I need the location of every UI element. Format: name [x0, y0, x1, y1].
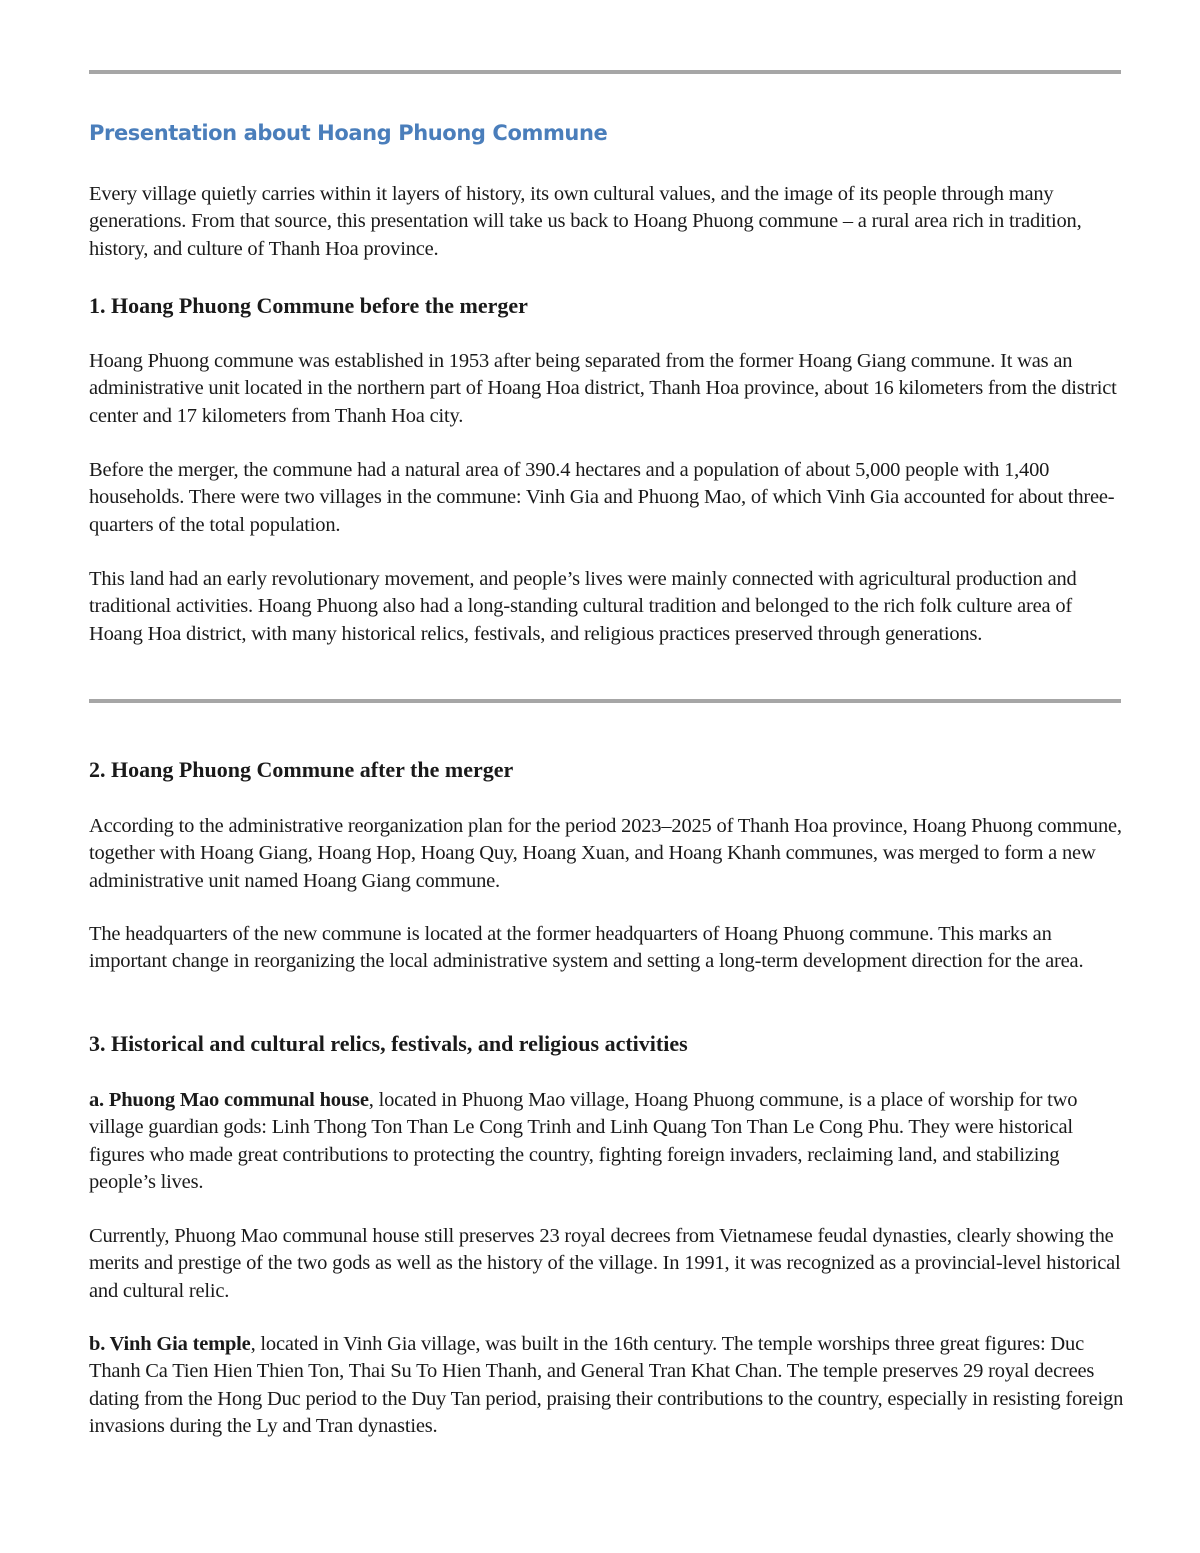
section-1-paragraph-2: Before the merger, the commune had a natural area of 390.4 hectares and a population of about 5,000 people with 1,400 households. There were two villages in the commune: Vinh Gia and Phuong Mao, of which Vinh Gia accounted for about three-quarters of the total population. [89, 459, 1115, 536]
section-1-heading: 1. Hoang Phuong Commune before the merger [89, 293, 528, 318]
intro-paragraph: Every village quietly carries within it layers of history, its own cultural values, and the image of its people through many generations. From that source, this presentation will take us back to Hoang Phuong commune – a rural area rich in tradition, history, and culture of Thanh Hoa province. [89, 183, 1082, 260]
section-divider [89, 699, 1121, 703]
section-3-heading: 3. Historical and cultural relics, festivals, and religious activities [89, 1031, 688, 1056]
relic-a-paragraph [89, 1087, 1129, 1196]
relic-a-paragraph-2: Currently, Phuong Mao communal house still preserves 23 royal decrees from Vietnamese feudal dynasties, clearly showing the merits and prestige of the two gods as well as the history of the village. In 1991, it was recognized as a provincial-level historical and cultural relic. [89, 1225, 1121, 1302]
page-title: Presentation about Hoang Phuong Commune [89, 121, 608, 145]
top-divider [89, 70, 1121, 74]
section-2-paragraph-1: According to the administrative reorganization plan for the period 2023–2025 of Thanh Hoa province, Hoang Phuong commune, together with Hoang Giang, Hoang Hop, Hoang Quy, Hoang Xuan, and Hoang Khanh communes, was merged to form a new administrative unit named Hoang Giang commune. [89, 815, 1122, 892]
relic-a-description: , located in Phuong Mao village, Hoang Phuong commune, is a place of worship for two village guardian gods: Linh Thong Ton Than Le Cong Trinh and Linh Quang Ton Than Le Cong Phu. They were historical figures who made great contributions to protecting the country, fighting foreign invaders, reclaiming land, and stabilizing people’s lives. [89, 1089, 1078, 1193]
relic-b-paragraph [89, 1331, 1129, 1440]
relic-b-name: b. Vinh Gia temple [89, 1333, 251, 1355]
section-2-heading: 2. Hoang Phuong Commune after the merger [89, 757, 514, 782]
section-1-paragraph-1: Hoang Phuong commune was established in 1953 after being separated from the former Hoang Giang commune. It was an administrative unit located in the northern part of Hoang Hoa district, Thanh Hoa province, about 16 kilometers from the district center and 17 kilometers from Thanh Hoa city. [89, 350, 1117, 427]
section-1-paragraph-3: This land had an early revolutionary movement, and people’s lives were mainly connected with agricultural production and traditional activities. Hoang Phuong also had a long-standing cultural tradition and belonged to the rich folk culture area of Hoang Hoa district, with many historical relics, festivals, and religious practices preserved through generations. [89, 568, 1077, 645]
relic-a-name: a. Phuong Mao communal house [89, 1089, 369, 1111]
section-2-paragraph-2: The headquarters of the new commune is located at the former headquarters of Hoang Phuong commune. This marks an important change in reorganizing the local administrative system and setting a long-term development direction for the area. [89, 923, 1084, 973]
relic-b-description: , located in Vinh Gia village, was built in the 16th century. The temple worships three great figures: Duc Thanh Ca Tien Hien Thien Ton, Thai Su To Hien Thanh, and General Tran Khat Chan. The temple preserves 29 royal decrees dating from the Hong Duc period to the Duy Tan period, praising their contributions to the country, especially in resisting foreign invasions during the Ly and Tran dynasties. [89, 1333, 1124, 1437]
